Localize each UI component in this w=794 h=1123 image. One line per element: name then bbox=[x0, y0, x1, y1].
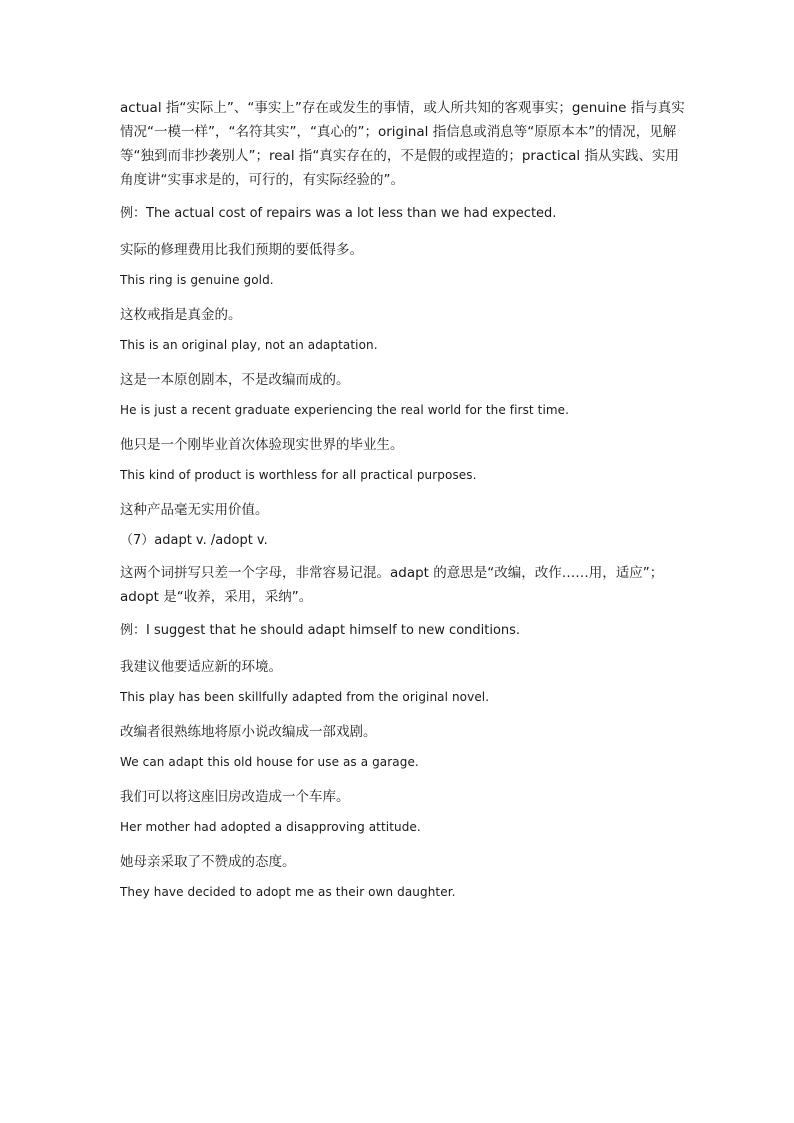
section-heading: （7）adapt v. /adopt v. bbox=[120, 533, 268, 548]
example-10-english: They have decided to adopt me as their own daughter. bbox=[120, 885, 456, 899]
example-6-chinese: 我建议他要适应新的环境。 bbox=[120, 659, 282, 675]
example-8-chinese: 我们可以将这座旧房改造成一个车库。 bbox=[120, 789, 350, 805]
example-7-english: This play has been skillfully adapted from the original novel. bbox=[120, 690, 490, 704]
example-4-english: He is just a recent graduate experiencing the real world for the first time. bbox=[120, 403, 570, 417]
example-5-chinese: 这种产品毫无实用价值。 bbox=[120, 502, 269, 518]
example-4-chinese: 他只是一个刚毕业首次体验现实世界的毕业生。 bbox=[120, 437, 404, 453]
intro-paragraph: actual 指“实际上”、“事实上”存在或发生的事情，或人所共知的客观事实；genuine 指与真实情况“一模一样”，“名符其实”，“真心的”；original 指信息或消息等“原原本本”的情况，见解等“独到而非抄袭别人”；real 指“真实存在的，不是假的或捏造的；practical 指从实践、实用角度讲“实事求是的，可行的，有实际经验的”。 bbox=[120, 100, 685, 188]
example-3-chinese: 这是一本原创剧本，不是改编而成的。 bbox=[120, 372, 350, 388]
section-intro: 这两个词拼写只差一个字母，非常容易记混。adapt 的意思是“改编，改作……用，适应”；adopt 是“收养，采用，采纳”。 bbox=[120, 565, 664, 605]
example-5-english: This kind of product is worthless for all practical purposes. bbox=[120, 468, 477, 482]
example-8-english: We can adapt this old house for use as a garage. bbox=[120, 755, 419, 769]
example-1-chinese: 实际的修理费用比我们预期的要低得多。 bbox=[120, 242, 363, 258]
document-page bbox=[120, 96, 690, 915]
example-2-chinese: 这枚戒指是真金的。 bbox=[120, 307, 242, 323]
example-2-english: This ring is genuine gold. bbox=[120, 273, 274, 287]
example-6-english: 例：I suggest that he should adapt himself to new conditions. bbox=[120, 623, 521, 638]
example-9-english: Her mother had adopted a disapproving attitude. bbox=[120, 820, 421, 834]
example-1-english: 例：The actual cost of repairs was a lot less than we had expected. bbox=[120, 206, 557, 221]
example-3-english: This is an original play, not an adaptation. bbox=[120, 338, 378, 352]
example-9-chinese: 她母亲采取了不赞成的态度。 bbox=[120, 854, 296, 870]
example-7-chinese: 改编者很熟练地将原小说改编成一部戏剧。 bbox=[120, 724, 377, 740]
